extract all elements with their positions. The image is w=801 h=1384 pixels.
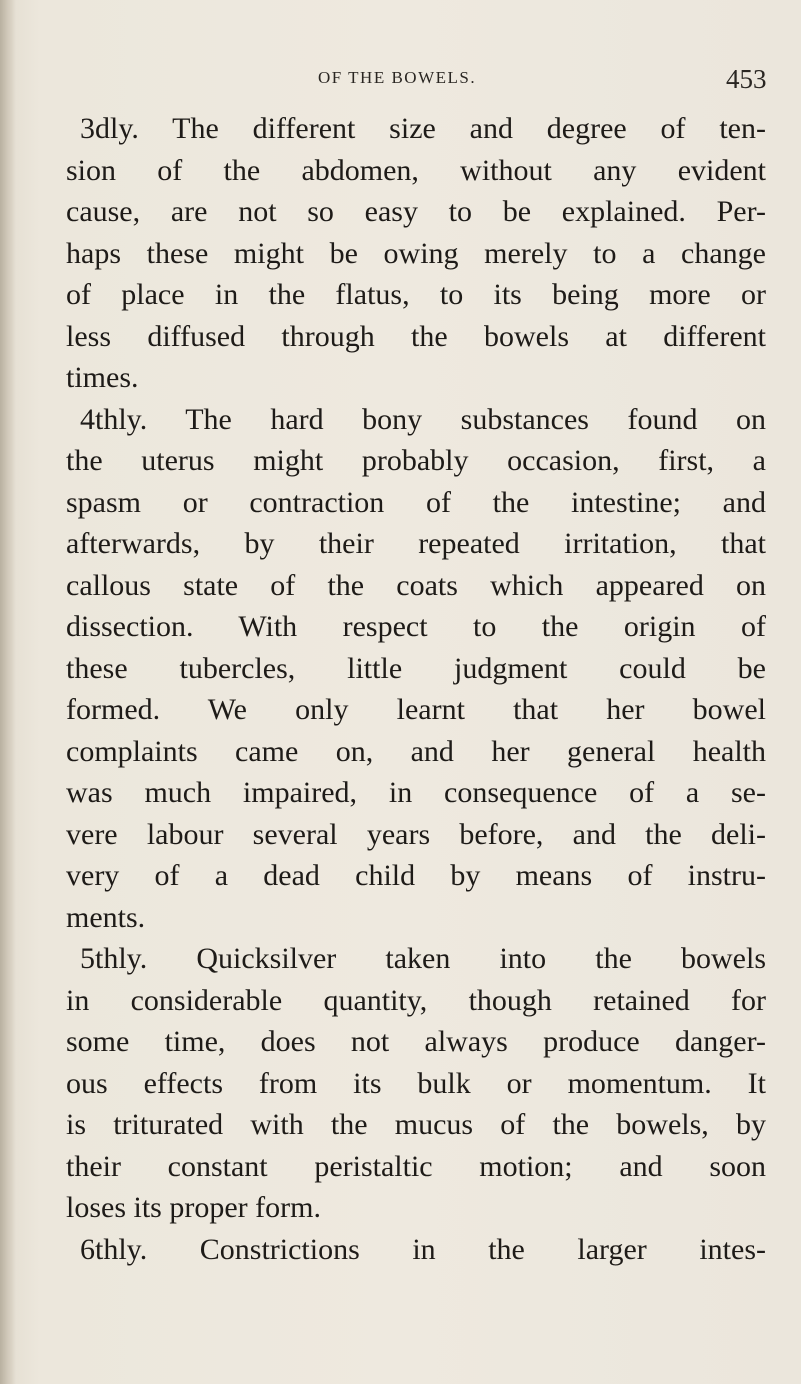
page-header [0, 64, 801, 104]
text-line: 4thly. The hard bony substances found on [80, 402, 766, 436]
text-line: callous state of the coats which appeared on [66, 568, 766, 602]
text-line: sion of the abdomen, without any evident [66, 153, 766, 187]
text-line: formed. We only learnt that her bowel [66, 693, 766, 726]
text-line: 6thly. Constrictions in the larger intes- [80, 1232, 766, 1266]
text-line: of place in the flatus, to its being more or [66, 278, 766, 311]
text-line: is triturated with the mucus of the bowels, by [66, 1108, 766, 1141]
text-line: the uterus might probably occasion, first, a [66, 444, 766, 477]
text-line: afterwards, by their repeated irritation, that [66, 527, 766, 560]
text-line: these tubercles, little judgment could be [66, 651, 766, 685]
text-line: complaints came on, and her general health [66, 734, 766, 768]
text-line: their constant peristaltic motion; and soon [66, 1149, 766, 1183]
running-head: OF THE BOWELS. [318, 68, 477, 87]
text-line: 5thly. Quicksilver taken into the bowels [80, 942, 766, 975]
page-number: 453 [726, 64, 767, 94]
text-line: very of a dead child by means of instru- [66, 859, 766, 892]
text-line: dissection. With respect to the origin of [66, 610, 766, 643]
text-line: 3dly. The different size and degree of ten- [80, 112, 766, 145]
text-line: haps these might be owing merely to a change [66, 236, 766, 270]
text-line: ments. [66, 900, 146, 934]
text-line: some time, does not always produce danger- [66, 1025, 766, 1058]
text-line: loses its proper form. [66, 1191, 321, 1224]
body-text [66, 108, 766, 1270]
text-line: times. [66, 361, 139, 394]
page-gutter-shadow [0, 0, 16, 1384]
text-line: less diffused through the bowels at different [66, 319, 766, 353]
text-line: spasm or contraction of the intestine; and [66, 485, 766, 519]
text-line: cause, are not so easy to be explained. Per- [66, 195, 766, 228]
text-line: in considerable quantity, though retained for [66, 983, 766, 1017]
text-line: ous effects from its bulk or momentum. It [66, 1066, 766, 1100]
text-line: vere labour several years before, and the deli- [66, 817, 766, 851]
text-line: was much impaired, in consequence of a se- [66, 776, 766, 809]
